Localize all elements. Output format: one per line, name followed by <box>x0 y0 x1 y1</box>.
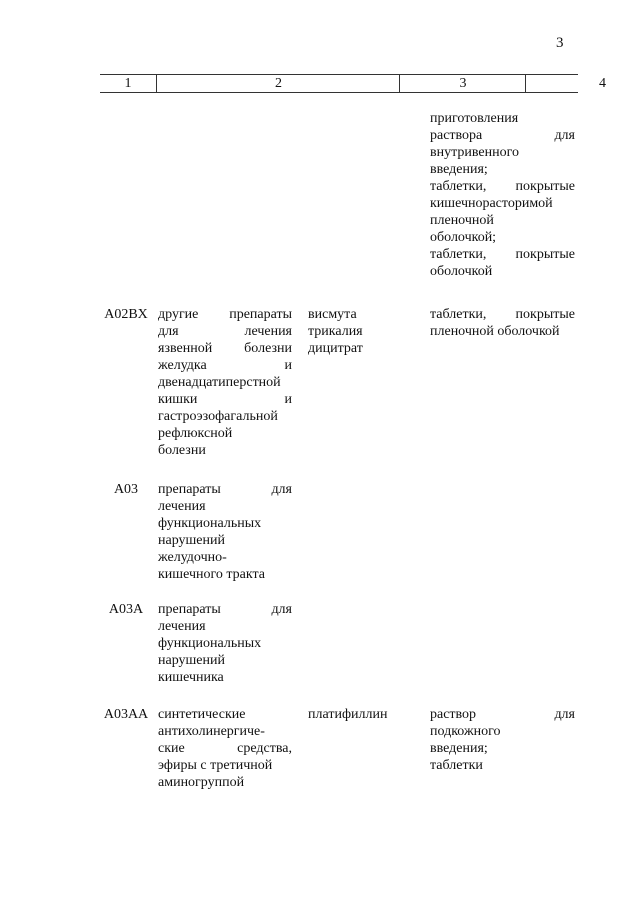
form-word: пленочной <box>430 213 494 228</box>
group-line <box>158 723 292 740</box>
group-line <box>158 408 292 425</box>
group-line <box>158 481 292 498</box>
form-line <box>430 306 575 323</box>
group-line <box>158 774 292 791</box>
column-header-2: 2 <box>156 75 400 92</box>
group-word: другие <box>158 307 199 322</box>
form-line <box>430 740 575 757</box>
form-line <box>430 127 575 144</box>
group-word: и <box>284 392 292 407</box>
form-word: для <box>554 128 575 143</box>
group-line <box>158 757 292 774</box>
group-line <box>158 618 292 635</box>
form-word: оболочкой <box>430 264 493 279</box>
group-line <box>158 706 292 723</box>
form-word: таблетки, <box>430 307 487 322</box>
form-word: раствор <box>430 707 477 722</box>
atc-code-cell: A03 <box>113 482 139 497</box>
group-word: средства, <box>237 741 292 756</box>
group-word: препараты <box>158 482 221 497</box>
form-line <box>430 323 575 340</box>
group-word: кишки <box>158 392 198 407</box>
group-word: нарушений <box>158 653 225 668</box>
form-word: введения; <box>430 162 488 177</box>
form-line <box>430 723 575 740</box>
form-word: покрытые <box>515 307 575 322</box>
column-header-1: 1 <box>124 76 132 91</box>
group-word: для <box>271 482 292 497</box>
form-word: пленочной оболочкой <box>430 324 560 339</box>
drug-word: дицитрат <box>308 341 363 356</box>
dosage-form-cell <box>430 306 575 340</box>
group-word: гастроэзофагальной <box>158 409 278 424</box>
drug-line <box>308 706 408 723</box>
group-word: эфиры с третичной <box>158 758 273 773</box>
anatomical-group-cell <box>158 601 292 686</box>
group-word: антихолинергиче- <box>158 724 265 739</box>
form-line <box>430 195 575 212</box>
group-word: лечения <box>158 619 206 634</box>
group-word: лечения <box>158 499 206 514</box>
drug-name-cell <box>308 706 408 723</box>
group-word: функциональных <box>158 516 262 531</box>
group-word: препараты <box>229 307 292 322</box>
form-word: кишечнорасторимой <box>430 196 553 211</box>
form-line <box>430 706 575 723</box>
form-line <box>430 212 575 229</box>
atc-code-cell: A03A <box>108 602 144 617</box>
form-line <box>430 161 575 178</box>
form-word: таблетки, <box>430 179 487 194</box>
group-line <box>158 498 292 515</box>
page-number: 3 <box>556 35 564 51</box>
anatomical-group-cell <box>158 306 292 459</box>
group-word: болезни <box>158 443 206 458</box>
form-word: внутривенного <box>430 145 520 160</box>
atc-code-cell: A03AA <box>103 707 149 722</box>
group-word: лечения <box>244 324 292 339</box>
table-header-row <box>100 74 606 93</box>
group-line <box>158 357 292 374</box>
group-line <box>158 740 292 757</box>
group-line <box>158 374 292 391</box>
dosage-form-cell <box>430 110 575 280</box>
drug-line <box>308 323 408 340</box>
group-word: двенадцатиперстной <box>158 375 281 390</box>
drug-word: трикалия <box>308 324 363 339</box>
group-line <box>158 515 292 532</box>
group-word: нарушений <box>158 533 225 548</box>
group-line <box>158 566 292 583</box>
group-word: для <box>158 324 179 339</box>
group-line <box>158 669 292 686</box>
column-header-4: 4 <box>525 75 640 92</box>
column-header-3: 3 <box>399 75 526 92</box>
group-line <box>158 532 292 549</box>
group-word: кишечника <box>158 670 224 685</box>
form-word: подкожного <box>430 724 501 739</box>
dosage-form-cell <box>430 706 575 774</box>
group-line <box>158 391 292 408</box>
form-word: введения; <box>430 741 488 756</box>
form-line <box>430 144 575 161</box>
group-word: и <box>284 358 292 373</box>
group-word: синтетические <box>158 707 246 722</box>
form-line <box>430 246 575 263</box>
group-word: функциональных <box>158 636 262 651</box>
group-word: кишечного тракта <box>158 567 265 582</box>
drug-line <box>308 306 408 323</box>
drug-line <box>308 340 408 357</box>
atc-code-cell: A02BX <box>104 307 148 322</box>
group-line <box>158 601 292 618</box>
form-word: покрытые <box>515 179 575 194</box>
anatomical-group-cell <box>158 481 292 583</box>
group-word: аминогруппой <box>158 775 245 790</box>
group-line <box>158 652 292 669</box>
form-line <box>430 110 575 127</box>
drug-name-cell <box>308 306 408 357</box>
group-word: препараты <box>158 602 221 617</box>
form-word: таблетки, <box>430 247 487 262</box>
anatomical-group-cell <box>158 706 292 791</box>
form-line <box>430 757 575 774</box>
group-word: болезни <box>244 341 292 356</box>
form-word: приготовления <box>430 111 519 126</box>
group-line <box>158 340 292 357</box>
form-word: для <box>554 707 575 722</box>
group-line <box>158 425 292 442</box>
form-line <box>430 263 575 280</box>
form-word: таблетки <box>430 758 483 773</box>
form-line <box>430 229 575 246</box>
drug-word: платифиллин <box>308 707 388 722</box>
form-word: оболочкой; <box>430 230 497 245</box>
group-word: рефлюксной <box>158 426 233 441</box>
group-line <box>158 306 292 323</box>
form-line <box>430 178 575 195</box>
form-word: покрытые <box>515 247 575 262</box>
group-word: язвенной <box>158 341 213 356</box>
drug-word: висмута <box>308 307 357 322</box>
group-word: желудка <box>158 358 207 373</box>
group-word: желудочно- <box>158 550 227 565</box>
group-line <box>158 442 292 459</box>
group-line <box>158 549 292 566</box>
group-word: для <box>271 602 292 617</box>
form-word: раствора <box>430 128 483 143</box>
group-line <box>158 323 292 340</box>
group-line <box>158 635 292 652</box>
group-word: ские <box>158 741 185 756</box>
